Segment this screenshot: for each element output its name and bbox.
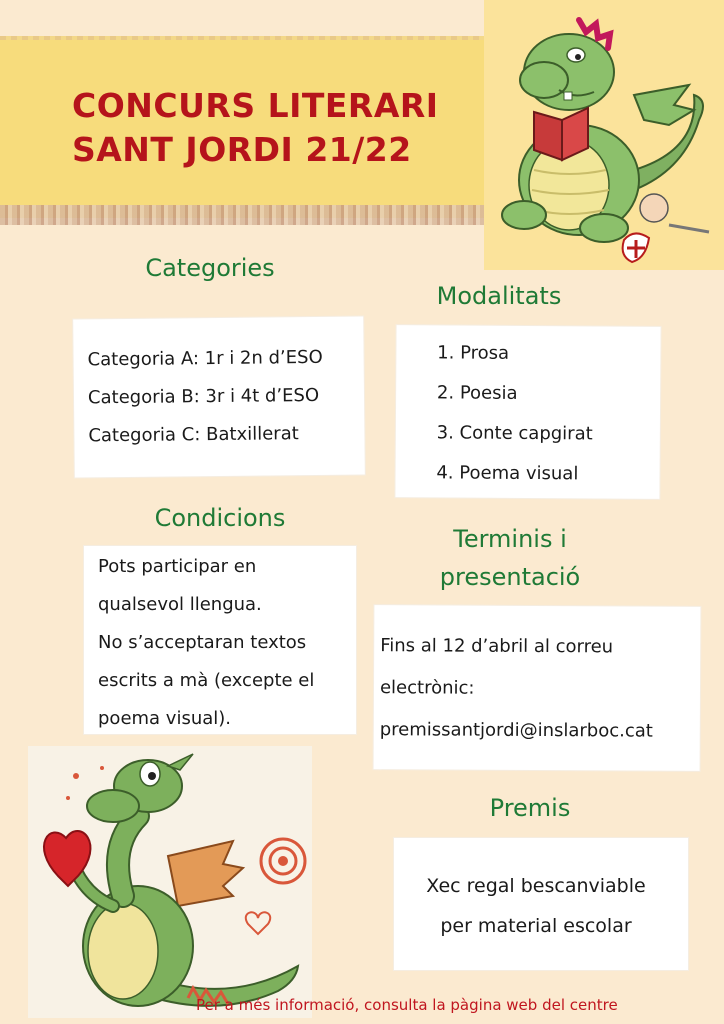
dragon-heart-illustration xyxy=(28,746,312,1018)
terminis-line: premissantjordi@inslarboc.cat xyxy=(379,719,653,742)
categories-heading: Categories xyxy=(145,254,275,282)
category-item: Categoria B: 3r i 4t d’ESO xyxy=(87,384,320,409)
category-item: Categoria C: Batxillerat xyxy=(88,423,299,447)
condicions-heading: Condicions xyxy=(154,504,286,532)
title-line-2: SANT JORDI 21/22 xyxy=(72,130,412,169)
categories-card xyxy=(73,316,365,477)
modalitat-item xyxy=(432,333,593,374)
modalitat-number: 2. xyxy=(436,382,455,404)
terminis-heading xyxy=(410,520,610,596)
premis-heading: Premis xyxy=(489,794,571,822)
condicions-line: escrits a mà (excepte el xyxy=(98,670,315,691)
terminis-card xyxy=(374,605,701,771)
modalitat-number: 3. xyxy=(436,422,454,444)
condicions-line: Pots participar en xyxy=(98,556,257,577)
terminis-line: electrònic: xyxy=(379,677,475,699)
dragon-heart-icon xyxy=(28,746,312,1018)
condicions-card xyxy=(84,546,356,734)
modalitat-label: Poesia xyxy=(459,382,518,404)
modalitat-number: 4. xyxy=(436,462,454,484)
terminis-heading-line-1: Terminis i xyxy=(453,525,567,553)
terminis-line: Fins al 12 d’abril al correu xyxy=(380,635,614,658)
modalitat-item xyxy=(432,373,593,414)
modalitats-heading: Modalitats xyxy=(436,282,562,310)
modalitat-label: Poema visual xyxy=(459,462,579,485)
band-bottom-edge xyxy=(0,205,484,225)
condicions-line: qualsevol llengua. xyxy=(98,594,262,615)
dragon-reading-illustration xyxy=(484,0,724,270)
modalitats-card xyxy=(395,325,660,499)
poster-title xyxy=(72,84,472,172)
premis-card xyxy=(394,838,688,970)
premis-line: per material escolar xyxy=(440,915,632,937)
title-line-1: CONCURS LITERARI xyxy=(72,86,439,125)
condicions-line: No s’acceptaran textos xyxy=(98,632,307,653)
modalitat-item xyxy=(431,453,592,494)
terminis-heading-line-2: presentació xyxy=(439,563,581,591)
category-item: Categoria A: 1r i 2n d’ESO xyxy=(87,346,323,371)
modalitat-item xyxy=(432,413,593,454)
modalitat-label: Conte capgirat xyxy=(459,422,593,445)
dragon-reading-icon xyxy=(484,0,724,270)
modalitat-label: Prosa xyxy=(460,342,510,364)
footer-note: Per a més informació, consulta la pàgina web del centre xyxy=(196,996,618,1014)
modalitat-number: 1. xyxy=(437,342,455,364)
condicions-line: poema visual). xyxy=(98,708,232,729)
premis-line: Xec regal bescanviable xyxy=(426,875,646,897)
